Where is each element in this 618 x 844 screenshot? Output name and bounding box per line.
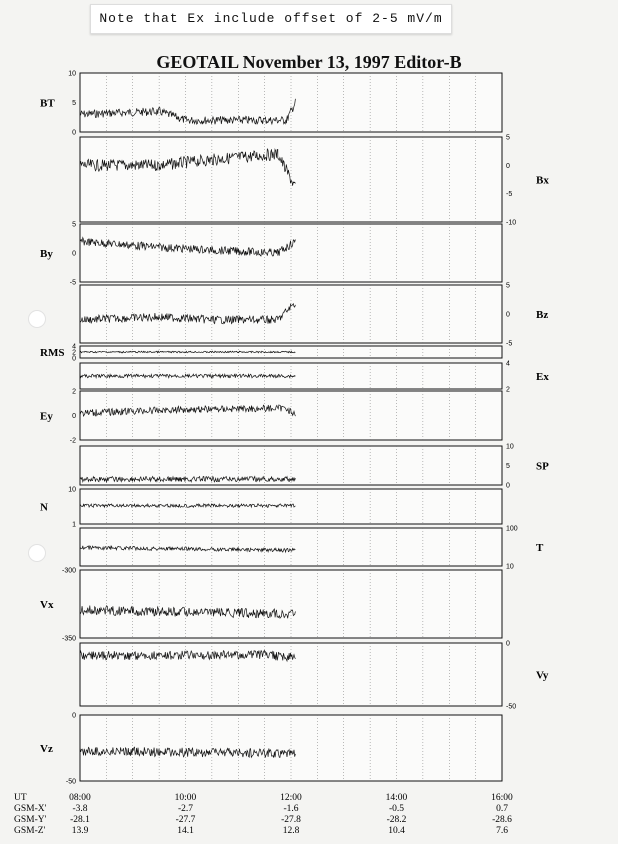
panel-label-sp: SP [536, 460, 549, 473]
ephemeris-value: -27.8 [281, 815, 301, 825]
ephemeris-value: 14.1 [177, 826, 194, 836]
tick-label-rms: 0 [72, 355, 76, 363]
panel-label-vy: Vy [536, 669, 549, 682]
tick-label-bx: -5 [506, 191, 513, 199]
tick-label-bt: 0 [72, 129, 76, 137]
ephemeris-value: -27.7 [175, 815, 196, 825]
ephemeris-value: 7.6 [496, 826, 508, 836]
panel-label-vx: Vx [40, 599, 54, 611]
tick-label-ex: 2 [506, 386, 510, 394]
tick-label-bt: 10 [68, 70, 76, 78]
tick-label-rms: 2 [72, 349, 76, 357]
ephemeris-row-label: UT [14, 793, 27, 803]
tick-label-by: -5 [69, 279, 76, 287]
tick-label-sp: 0 [506, 482, 510, 490]
panel-label-t: T [536, 542, 544, 554]
panel-frame-bt [80, 73, 502, 132]
time-tick-label: 14:00 [385, 793, 408, 803]
ephemeris-row-label: GSM-Z' [14, 826, 46, 836]
tick-label-ey: -2 [69, 437, 76, 445]
ephemeris-value: -0.5 [388, 804, 405, 814]
ephemeris-value: 0.7 [496, 804, 508, 814]
tick-label-bx: 0 [506, 162, 510, 170]
tick-label-sp: 5 [506, 463, 510, 470]
tick-label-rms: 4 [72, 343, 76, 351]
chart-title: GEOTAIL November 13, 1997 Editor-B [156, 52, 462, 72]
ephemeris-value: 13.9 [71, 826, 89, 836]
ephemeris-value: -28.2 [386, 815, 407, 825]
panel-label-rms: RMS [40, 347, 65, 359]
panel-label-by: By [40, 248, 53, 260]
ephemeris-row-label: GSM-Y' [14, 815, 47, 825]
time-tick-label: 08:00 [69, 793, 91, 803]
tick-label-bx: 5 [506, 134, 510, 142]
panel-frame-by [80, 224, 502, 282]
panel-label-bx: Bx [536, 174, 549, 187]
ephemeris-value: -1.6 [283, 804, 299, 814]
tick-label-ey: 0 [72, 413, 76, 420]
tick-label-vy: -50 [506, 703, 517, 711]
tick-label-bz: 5 [506, 282, 510, 290]
tick-label-vx: -350 [61, 635, 76, 643]
tick-label-vz: 0 [72, 712, 76, 720]
tick-label-n: 10 [68, 486, 76, 494]
tick-label-vy: 0 [506, 640, 510, 648]
tick-label-by: 5 [72, 221, 76, 229]
tick-label-sp: 10 [506, 443, 514, 451]
panel-label-bt: BT [40, 97, 55, 110]
tick-label-bx: -10 [506, 219, 517, 227]
time-tick-label: 12:00 [280, 793, 302, 803]
tick-label-bz: -5 [506, 340, 513, 348]
ephemeris-value: -3.8 [72, 804, 88, 814]
tick-label-ex: 4 [506, 360, 510, 368]
panel-label-ex: Ex [536, 371, 549, 383]
ephemeris-value: -2.7 [177, 804, 194, 814]
panel-label-bz: Bz [536, 309, 549, 321]
ephemeris-value: 10.4 [388, 826, 405, 836]
tick-label-t: 100 [506, 525, 518, 533]
ephemeris-value: -28.6 [492, 815, 512, 825]
panel-label-ey: Ey [40, 410, 53, 423]
time-tick-label: 10:00 [174, 793, 197, 803]
ephemeris-row-label: GSM-X' [14, 804, 47, 814]
ephemeris-value: -28.1 [70, 815, 90, 825]
tick-label-bt: 5 [72, 100, 76, 107]
time-tick-label: 16:00 [491, 793, 513, 803]
tick-label-ey: 2 [72, 388, 76, 396]
tick-label-vz: -50 [65, 778, 76, 786]
offset-note: Note that Ex include offset of 2-5 mV/m [90, 4, 452, 34]
ephemeris-value: 12.8 [282, 826, 300, 836]
tick-label-t: 10 [506, 563, 514, 571]
tick-label-bz: 0 [506, 311, 510, 319]
panel-label-vz: Vz [40, 743, 53, 755]
tick-label-by: 0 [72, 250, 76, 258]
tick-label-vx: -300 [61, 567, 76, 575]
tick-label-n: 1 [72, 521, 76, 529]
panel-label-n: N [40, 501, 48, 514]
